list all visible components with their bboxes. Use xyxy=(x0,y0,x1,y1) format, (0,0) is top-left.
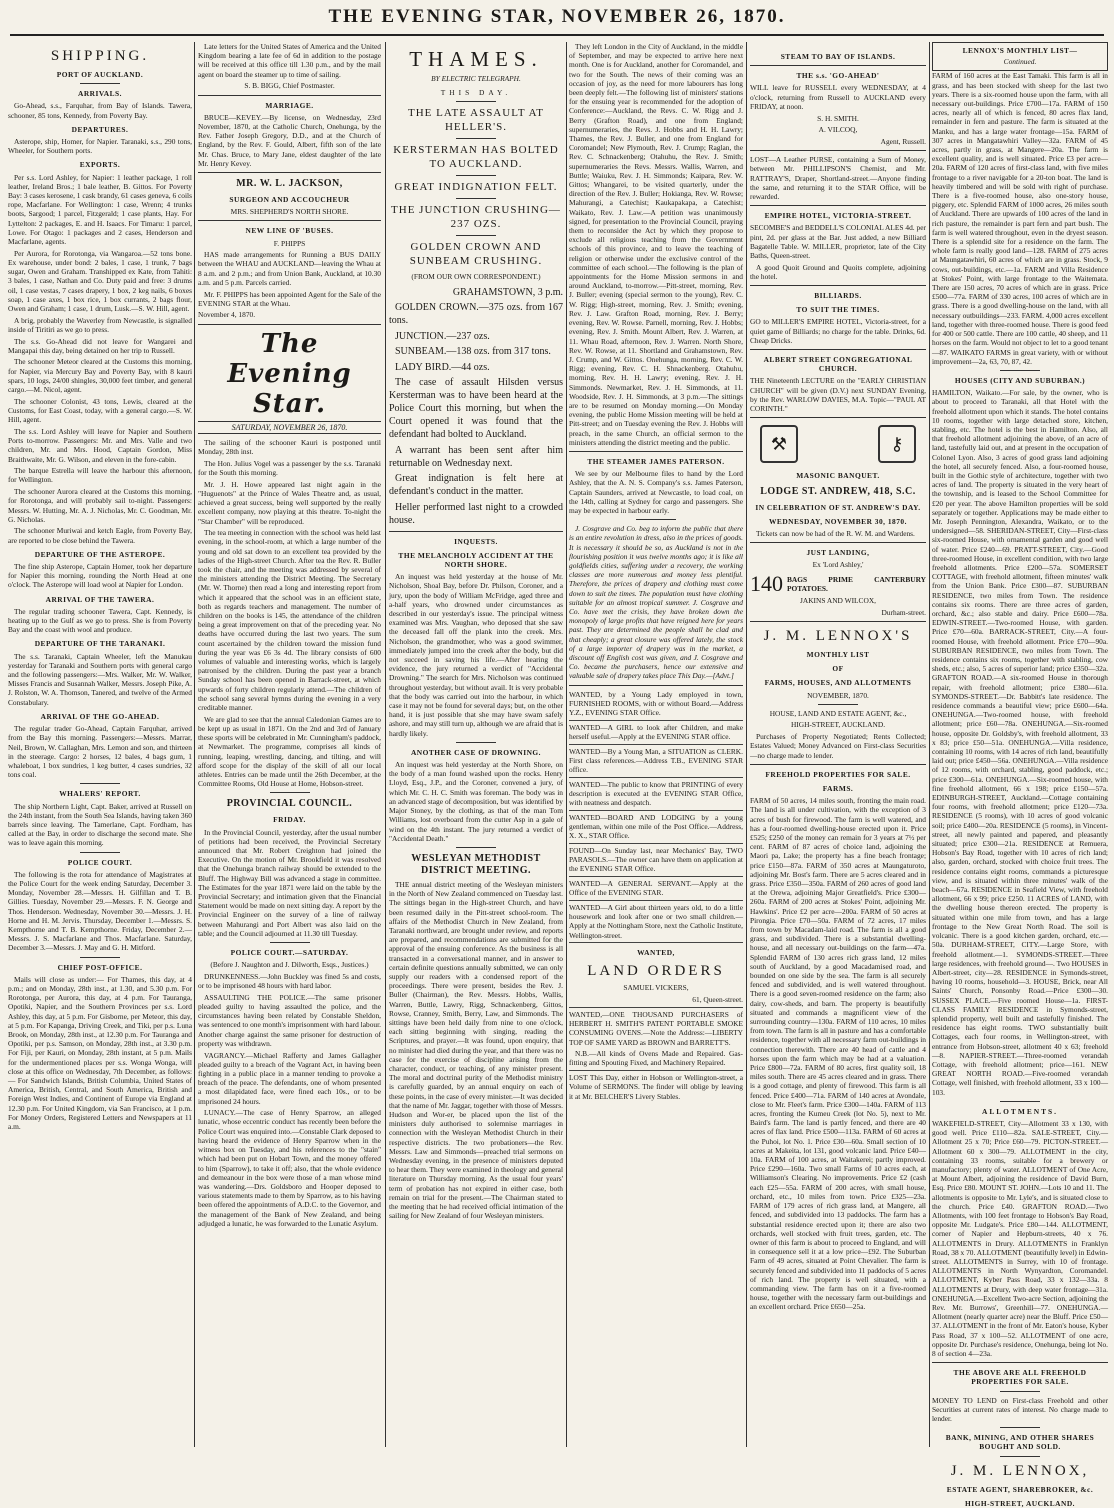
advertisement: MONEY TO LEND on First-class Freehold and other Securities at current rates of interest. No charge made to lender. xyxy=(932,1395,1108,1424)
divider xyxy=(569,843,743,844)
paragraph: A brig, probably the Waverley from Newcastle, is signalled inside of Tiritiri as we go to press. xyxy=(8,315,192,334)
subheading: ANOTHER CASE OF DROWNING. xyxy=(410,747,542,757)
divider xyxy=(1000,1391,1040,1392)
subheading: THE STEAMER JAMES PATERSON. xyxy=(587,456,725,466)
divider xyxy=(456,235,496,236)
subheading: POLICE COURT.—SATURDAY. xyxy=(230,948,349,958)
paragraph: Mails will close as under:— For Thames, this day, at 4 p.m.; and on Monday, 28th inst., at 1.30, and 5.30 p.m. For Rorotonga, per Aurora, this day, at 4 p.m. For Tauranga, Opotiki, Napier, and the Southern Provinces per s.s. Lord Ashley, this day, at 5 p.m. For Gisborne, per Meteor, this day, at 5 p.m. For Kapanga, Driving Creek, and Tiki, per p.s. Luna Brook, on Monday, 28th inst., at 12.30 p.m. For Tauranga and Opotiki, per p.s. Samson, on Monday, 28th inst., at 3.30 p.m. For Fiji, per Kauri, on Monday, 28th instant, at 5 p.m. Mails for the undermentioned places per s.s. Wonga Wonga, will close at this office on Wednesday, 7th December, as follows:— For Sandwich Islands, British Columbia, United States of America, British, Central, and South America, British and Foreign West Indies, and Continent of Europe via England at 12.30 p.m. For United Kingdom, via San Francisco, at 1 p.m. For Money Orders, Registered Letters and Newspapers at 11 a.m. xyxy=(8,974,192,1132)
section-title: SHIPPING. xyxy=(50,48,150,64)
ad-heading: LAND ORDERS xyxy=(587,963,725,980)
ad-heading: NEW LINE OF 'BUSES. xyxy=(245,226,334,236)
paragraph: LUNACY.—The case of Henry Sparrow, an alleged lunatic, whose eccentric conduct has recently been before the Police Court was enquired into.—Constable Clark deposed to having heard the evidence of Henry Sparrow when in the witness box on Tuesday, and his references to the "stain" which had been put on Hobart Town, and the money offered to him (Sparrow), to take it off; also, that the whole evidence and demeanour in the box were those of a man whose mind was wandering.—Drs. Goldsboro and Hooper deposed to various statements made to them by Sparrow, as to his having been offered the appointments of A.D.C. to the Governor, and the management of the Bank of New Zealand, and being adjudged a lunatic, he was forwarded to the Lunatic Asylum. xyxy=(198,1108,381,1228)
divider xyxy=(569,900,743,901)
paragraph: In the Provincial Council, yesterday, after the usual number of petitions had been received, the Provincial Secretary announced that Mr. Robert Creighton had joined the Executive. On the motion of Mr. Brookfield it was resolved that the Onehunga branch railway should be extended to the Bluff. The Highway Bill was advanced a stage in committee. The Estimates for the year 1871 were laid on the table by the Provincial Secretary; and intimation given that the Financial Statement would be made on next sitting day. A report by the Provincial Engineer on the survey of a line of railway between Mahurangi and Port Albert was also laid on the table; and the Council adjourned at 11.30 till Tuesday. xyxy=(198,827,381,938)
column-divider xyxy=(746,42,747,1447)
ad-heading: STEAM TO BAY OF ISLANDS. xyxy=(780,52,896,61)
divider xyxy=(198,324,381,325)
divider xyxy=(569,720,743,721)
divider xyxy=(270,942,310,943)
divider xyxy=(569,744,743,745)
crossed-keys-icon: ⚷ xyxy=(878,425,916,463)
ad-subheading: Continued. xyxy=(1003,57,1037,67)
ad-subheading: ESTATE AGENT, SHAREBROKER, &c. xyxy=(946,1484,1094,1494)
subheading: BY ELECTRIC TELEGRAPH. xyxy=(431,74,521,83)
paragraph: The regular trader Go-Ahead, Captain Farquhar, arrived from the Bay this morning. Passengers:—Messrs. Marrar, Neil, Brown, W. Callaghan, Mrs. Lemon and son, and thirteen in the steerage. Cargo: 2 horses, 12 bales, 4 bags gum, 1 whaleboat, 1 box sundries, 1 keg butter, 4 cases sundries, 32 tons coal. xyxy=(8,724,192,780)
advertisement: Purchases of Property Negotiated; Rents Collected; Estates Valued; Money Advanced on First-class Securities—no charge made to lender. xyxy=(750,732,926,760)
subheading: FRIDAY. xyxy=(273,815,306,825)
paragraph: We are glad to see that the annual Caledonian Games are to be kept up as usual in 1871. On the 2nd and 3rd of January these sports will be celebrated in Mr. Cunningham's paddock, at Newmarket. The programme, comprises all kinds of running, leaping, wrestling, dancing, and tilting, and will afford scope for the display of the skill of all our local athletes. Entries can be made until the 26th December, at the Committee Rooms, Old House at Home, Hobson-street. xyxy=(198,714,381,789)
advertisement: WANTED—BOARD AND LODGING by a young gentleman, within one mile of the Post Office.—Address, X. X., STAR Office. xyxy=(569,812,743,841)
paragraph: The ship Northern Light, Capt. Baker, arrived at Russell on the 24th instant, from the South Sea Islands, having taken 360 barrels since leaving. The Tamerlane, Capt. Fordham, has called at the Bay, in order to discharge the second mate. She was to leave again this morning. xyxy=(8,801,192,848)
ad-name: F. PHIPPS xyxy=(273,238,306,248)
subheading: PORT OF AUCKLAND. xyxy=(56,70,144,79)
advertisement: WANTED, by a Young Lady employed in town, FURNISHED ROOMS, with or without Board.—Address Y.Z., EVENING STAR Office. xyxy=(569,689,743,718)
divider xyxy=(750,150,926,151)
paragraph: BRUCE—KEVEY.—By license, on Wednesday, 23rd November, 1870, at the Catholic Church, Onehunga, by the Rev. Father Joseph Gregory, D.D., and at the Church of England, by the Rev. F. Gould, Albert, fifth son of the late Mr. Chas. Bruce, to Mary Jane, eldest daughter of the late Mr. Henry Kevey. xyxy=(198,112,381,168)
divider xyxy=(569,451,743,452)
paragraph: An inquest was held yesterday at the North Shore, on the body of a man found washed upon the rocks. Henry Lloyd, Esq., J.P., and the Coroner, convened a jury, of which Mr. C. H. C. Smith was foreman. The body was in an advanced stage of decomposition, but was identified by Major Stoney, by the clothing, as that of the man Tom Williams, lost overboard from the cutter Asp in a gale of wind on the 4th instant. The jury returned a verdict of "Accidental Death." xyxy=(389,760,563,843)
subheading: FREEHOLD PROPERTIES FOR SALE. xyxy=(765,769,911,779)
divider xyxy=(750,542,926,543)
advertisement: SECOMBE'S and BEDDELL'S COLONIAL ALES 4d. per pint, 2d. per glass at the Bar. Just added, a new Billiard Bagatelle Table. W. MILLER, proprietor, late of the City Baths, Queen-street. xyxy=(750,223,926,260)
ad-address: MRS. SHEPHERD'S NORTH SHORE. xyxy=(230,207,349,217)
advertisement: LOST—A Leather PURSE, containing a Sum of Money, between Mr. PHILLIPSON'S Chemist, and Mr. RATTRAY'S, Draper, Shortland-street.—Anyone finding the same, and returning it to the STAR Office, will be rewarded. xyxy=(750,155,926,201)
paragraph: Late letters for the United States of America and the United Kingdom bearing a late fee of 6d in addition to the postage will be received at this office till 1.30 p.m., and by the mail agent on board the steamer up to time of sailing. xyxy=(198,42,381,79)
paragraph: A warrant has been sent after him returnable on Wednesday next. xyxy=(389,444,563,469)
paragraph: The schooner Aurora cleared at the Customs this morning, for Rorotonga, and will probably sail to-night. Passengers: Messrs. W. Hutting, Mr. A. J. Nicholas, Mr. C. Goodman, Mr. G. Nicholas. xyxy=(8,487,192,524)
advertisement: WANTED—A Girl about thirteen years old, to do a little housework and look after one or two small children.—Apply at the Nottingham Store, next the Catholic Institute, Wellington-street. xyxy=(569,902,743,940)
paragraph: The s.s. Go-Ahead did not leave for Wangarei and Mangapai this day, being detained on her trip to Russell. xyxy=(8,336,192,355)
square-compass-icon: ⚒ xyxy=(760,425,798,463)
signature: S. B. BIGG, Chief Postmaster. xyxy=(244,81,335,91)
divider xyxy=(750,349,926,350)
ad-address: HIGH-STREET, AUCKLAND. xyxy=(790,720,886,730)
bag-count: 140 xyxy=(750,571,783,597)
subheading: WHALERS' REPORT. xyxy=(59,789,141,799)
crushing-result: JUNCTION.—237 ozs. xyxy=(395,330,490,342)
dateline: SATURDAY, NOVEMBER 26, 1870. xyxy=(198,421,381,434)
paragraph: The regular trading schooner Tawera, Capt. Kennedy, is heating up to the Gulf as we go to press. She is from Poverty Bay and the coast with wool and produce. xyxy=(8,606,192,635)
divider xyxy=(80,852,120,853)
advertisement: THE Nineteenth LECTURE on the "EARLY CHRISTIAN CHURCH" will be given (D.V.) next SUNDAY Evening, by the Rev. WARLOW DAVIES, M.A. Topic—"PAUL AT CORINTH." xyxy=(750,376,926,414)
ad-heading: JUST LANDING, xyxy=(806,548,870,558)
headline: GREAT INDIGNATION FELT. xyxy=(394,181,558,194)
ad-date: NOVEMBER, 1870. xyxy=(807,690,869,700)
advertisement: WANTED—A GIRL to look after Children, and make herself useful.—Apply at the EVENING STAR office. xyxy=(569,722,743,741)
ad-heading: MASONIC BANQUET. xyxy=(796,471,880,481)
paragraph: Mr. J. H. Howe appeared last night again in the "Huguenots" at the Prince of Wales Theatre and, as usual, achieved a great success, being well supported by the really excellent company, now playing at this theatre. To-night the "Star Chamber" will be reproduced. xyxy=(198,479,381,526)
advertisement: J. Cosgrave and Co. beg to inform the public that there is an entire revolution in dress, also in the prices of goods. It is necessary it should be so, as Auckland is not in the flourishing position it was twelve months ago; it is like all goldfields cities, suffering under a recovery, the working classes are more numerous and money less plentiful. Therefore, the prices of drapery and clothing must come down to suit the times. The population must have clothing suitable for an almost tropical summer. J. Cosgrave and Co. have met the crisis, they have broken down the monopoly of large profits that have reigned here for years past. They are determined the people shall be clad and that cheaply; a great closure was offered lately, the stock of a large importer of drapery was in the market, a discount off English cost was given, and J. Cosgrave and Co. became the purchasers, hence our extensive and valuable sale of drapery takes place This Day.—[Advt.] xyxy=(569,524,743,681)
ad-date: November 4, 1870. xyxy=(198,310,256,320)
divider xyxy=(750,417,926,418)
masthead xyxy=(0,0,1114,38)
divider xyxy=(569,1007,743,1008)
ad-subheading: SURGEON AND ACCOUCHEUR xyxy=(229,194,350,204)
subheading: HOUSES (CITY AND SUBURBAN.) xyxy=(954,375,1086,385)
divider xyxy=(750,621,926,622)
subheading: ARRIVALS. xyxy=(78,89,122,99)
paragraph: Great indignation is felt here at defendant's conduct in the matter. xyxy=(389,473,563,498)
paragraph: The s.s. Lord Ashley will leave for Napier and Southern Ports to-morrow. Passengers: Mr. and Mrs. Valle and two children, Mr. and Mrs. Hood, Captain Gordon, Miss Braithwaite, Mr. G. Wilson, and eleven in the fore-cabin. xyxy=(8,426,192,464)
divider xyxy=(932,1362,1108,1363)
paragraph: Heller performed last night to a crowded house. xyxy=(389,501,563,526)
subheading-note: (Before J. Naughton and J. Dilworth, Esqs., Justices.) xyxy=(210,960,369,970)
crushing-result: GOLDEN CROWN.—375 ozs. from 167 tons. xyxy=(389,302,563,327)
advertisement: GO to MILLER'S EMPIRE HOTEL, Victoria-street, for a quiet game of Billiards; no charge for the table. Drinks, 6d. Cheap Dricks. xyxy=(750,317,926,345)
masonic-emblems xyxy=(750,422,926,466)
masthead-rule xyxy=(10,34,1104,36)
paragraph: The Hon. Julius Vogel was a passenger by the s.s. Taranaki for the South this morning. xyxy=(198,458,381,477)
subheading: PROVINCIAL COUNCIL. xyxy=(226,798,353,810)
ad-heading: BANK, MINING, AND OTHER SHARES BOUGHT AND SOLD. xyxy=(945,1433,1095,1452)
paragraph: DRUNKENNESS.—John Buckley was fined 5s and costs, or to be imprisoned 48 hours with hard labor. xyxy=(198,971,381,991)
divider xyxy=(198,95,381,96)
subheading: CHIEF POST-OFFICE. xyxy=(57,962,143,972)
crushing-result: SUNBEAM.—138 ozs. from 317 tons. xyxy=(395,346,551,358)
ad-heading: BAGS PRIME CANTERBURY POTATOES. xyxy=(787,574,926,594)
paragraph: An inquest was held yesterday at the house of Mr. Nicholson, Shoal Bay, before Dr. Philson, Coroner, and a jury, upon the body of William McFridge, aged three and a-half years, who drowned under circumstances as described in our yesterday's issue. The principal witness examined was Mrs. Vaughan, who deposed that she saw the deceased fall off the plank into the creek. Mrs. Nicholson, the grandmother, who was a good swimmer, immediately jumped into the creek after the body, but did not succeed in saving his life.—After hearing the evidence, the jury returned a verdict of "Accidental Drowning." The search for Mrs. Nicholson was continued throughout yesterday, but without avail. It is very probable that the body was carried out into the harbour, in which case it may not be found for several days; but, on the other hand, it is just possible that she may have swam safely ashore, and may still turn up, although we are afraid that is hardly likely. xyxy=(389,572,563,738)
advertisement: WANTED—A GENERAL SERVANT.—Apply at the Office of the EVENING STAR. xyxy=(569,879,743,898)
advertisement: FOUND—On Sunday last, near Mechanics' Bay, TWO PARASOLS.—The owner can have them on application at the EVENING STAR Office. xyxy=(569,845,743,874)
column-divider xyxy=(566,42,567,1447)
advertisement: WANTED—By a Young Man, a SITUATION as CLERK. First class references.—Address T.B., EVENING STAR office. xyxy=(569,746,743,775)
divider xyxy=(569,876,743,877)
subheading: DEPARTURE OF THE ASTEROPE. xyxy=(34,549,166,559)
paragraph: ASSAULTING THE POLICE.—The same prisoner pleaded guilty to having assaulted the police, and the circumstances having been related by Constable Sheldon, was sentenced to one month's imprisonment with hard labour. Another charge against the same prisoner for destruction of property was withdrawn. xyxy=(198,992,381,1048)
paragraph: The tea meeting in connection with the school was held last evening, in the school-room, at which a large number of the young and old sat down to an excellent tea provided by the ladies of the High-street Church. After tea the Rev. R. Buller took the chair, and the meeting was addressed by several of the ministers attending the District Meeting. The Secretary (Mr. W. Thorne) then read a long and interesting report from which it appeared that the school was in an efficient state, both as regards teachers and management. The number of children on the books is 145, the attendance of the children being a great improvement on that of the preceding year. No deaths have occurred during the last two years. The sum count ascertained by the children toward the mission fund during the year was £6 3s 4d. The library consists of 600 volumes of valuable and interesting works, which is largely patronised by the children. During the past year a branch Sunday school has been opened in Barrack-street, at which upwards of forty children regularly attend.—The children of the school sang several hymns during the evening in a very creditable manner. xyxy=(198,528,381,713)
headline: THE LATE ASSAULT AT HELLER'S. xyxy=(407,107,545,134)
divider xyxy=(569,1070,743,1071)
subheading: INQUESTS. xyxy=(454,536,498,546)
ad-heading: THE s.s. 'GO-AHEAD' xyxy=(796,71,880,81)
ad-heading: J. M. LENNOX'S xyxy=(763,627,913,644)
divider xyxy=(636,519,676,520)
divider xyxy=(80,783,120,784)
divider xyxy=(1000,1427,1040,1428)
crushing-result: LADY BIRD.—44 ozs. xyxy=(395,361,490,373)
ad-heading: WANTED, xyxy=(637,948,675,958)
ad-address: 61, Queen-street. xyxy=(692,995,743,1005)
ad-heading: EMPIRE HOTEL, VICTORIA-STREET. xyxy=(764,211,912,221)
ad-name: A. VILCOQ, xyxy=(818,125,858,135)
ad-address: HIGH-STREET, AUCKLAND. xyxy=(964,1498,1076,1508)
evening-star-title: The Evening Star. xyxy=(227,328,352,419)
listing: FARM of 160 acres at the East Tamaki. This farm is all in grass, and has been stocked with sheep for the last two years. There is a six-roomed house upon the farm, with all necessary out-buildings. Price £700—17a. FARM of 150 acres, nearly all of which is fenced, 80 acres flax land, remainder in fern and pasture. The farm is situated at the Manku, and has a large water frontage—15a. FARM of 307 acres in Mangatawhiri Valley—32a. FARM of 45 acres, partly in grass, at Mangere—20a. The farm is excellent quality, and is well situated. Price £3 per acre—20a. FARM of 120 acres of first-class land, with five miles frontage to a river navigable for a 20-ton boat. The land is heavily timbered and will be sold with right of purchase. There is a five-roomed house, also one-story house, piggery, etc. Splendid FARM of 1000 acres, 26 miles south of Auckland. There are upwards of 100 acres of the land in rich pasture, the remainder is part fern and part bush. The farm is well watered throughout, even in the dryest season. There is a splendid site for a residence on the farm. The whole farm is really good land—128. FARM of 275 acres at Maungatawhiri, 60 acres of which are in grass. Stock, 9 cows, out-buildings, etc.—1a. FARM and Villa Residence at Stokes' Point, with large frontage to the Waitemata. There are 150 acres, 70 acres of which are in grass. Price £500—77a. FARM of 330 acres, 100 acres of which are in grass. There is a good dwelling-house on the land, with all necessary outbuildings—233. FARM. 4,000 acres excellent land, together with three-roomed house. There is good feed for 400 or 500 cattle. There are 100 cattle, 40 sheep, and 11 horses on the farm. Would not object to let to a good tenant—87. WAIKATO FARMS in great variety, with or without improvement—2a, 63, 70, 87, 42. xyxy=(932,71,1108,366)
continued-header xyxy=(932,42,1108,71)
paragraph: Per s.s. Lord Ashley, for Napier: 1 leather package, 1 roll leather, Ireland Bros.; 1 bale leather, B. Gittos. For Poverty Bay: 3 cases kerosene, 1 cask brandy, 61 cases geneva, 6 coils rope, Macfarlane. For Wellington: 1 case, Wrenn; 4 trunks boots, Sargood; 1 parcel, Fitzgerald; 1 case plants, Hay. For Lyttelton: 2 packages, E. and H. Isaacs. For Timaru: 1 parcel, Lowe. For Otago: 1 packages and 2 cases, Henderson and Macfarlane, agents. xyxy=(8,172,192,247)
divider xyxy=(750,205,926,206)
divider xyxy=(569,777,743,778)
paragraph: We see by our Melbourne files to hand by the Lord Ashley, that the A. N. S. Company's s.s. James Paterson, Captain Saunders, arrived at Newcastle, to load coal, on the 14th, calling at Sydney for cargo and passengers. She may be expected in harbour early. xyxy=(569,469,743,515)
section-title: THAMES. xyxy=(409,47,543,71)
paragraph: The sailing of the schooner Kauri is postponed until Monday, 28th inst. xyxy=(198,437,381,457)
paragraph: The barque Estrella will leave the harbour this afternoon, for Wellington. xyxy=(8,466,192,485)
subheading: THIS DAY. xyxy=(440,88,512,98)
correspondent-note: (FROM OUR OWN CORRESPONDENT.) xyxy=(411,272,541,282)
divider xyxy=(1000,1456,1040,1457)
subheading: ALLOTMENTS. xyxy=(981,1106,1058,1116)
ad-heading: IN CELEBRATION OF ST. ANDREW'S DAY. xyxy=(755,502,921,512)
subheading: WESLEYAN METHODIST DISTRICT MEETING. xyxy=(411,852,541,876)
divider xyxy=(389,531,563,532)
divider xyxy=(198,172,381,173)
potatoes-line xyxy=(750,572,926,596)
headline: THE JUNCTION CRUSHING—237 OZS. xyxy=(391,204,561,231)
advertisement: A good Quoit Ground and Quoits complete, adjoining the hotel. xyxy=(750,262,926,281)
ad-name: J. M. LENNOX, xyxy=(950,1462,1090,1479)
subheading: DEPARTURES. xyxy=(71,124,129,134)
ad-address: Agent, Russell. xyxy=(880,136,926,146)
divider xyxy=(270,792,310,793)
column-advertisements xyxy=(750,42,926,1447)
column-divider xyxy=(385,42,386,1447)
advertisement: WANTED—The public to know that PRINTING of every description is executed at the EVENING STAR Office, with neatness and despatch. xyxy=(569,779,743,808)
subheading: ARRIVAL OF THE TAWERA. xyxy=(45,594,155,604)
column-thames xyxy=(389,42,563,1447)
ad-heading: MR. W. L. JACKSON, xyxy=(236,177,343,189)
column-divider xyxy=(194,42,195,1447)
divider xyxy=(1000,370,1040,371)
dateline: GRAHAMSTOWN, 3 p.m. xyxy=(452,286,563,298)
ad-heading: LODGE ST. ANDREW, 418, S.C. xyxy=(760,485,916,497)
ad-name: S. H. SMITH. xyxy=(817,113,859,123)
divider xyxy=(456,198,496,199)
advertisement: LOST This Day, either in Hobson or Wellington-street, a Volume of SERMONS. The finder will oblige by leaving it at Mr. BELCHER'S Livery Stables. xyxy=(569,1073,743,1101)
ad-subheading: HOUSE, LAND AND ESTATE AGENT, &c., xyxy=(769,708,907,718)
ad-heading: FARMS, HOUSES, AND ALLOTMENTS xyxy=(764,678,912,688)
paragraph: Go-Ahead, s.s., Farquhar, from Bay of Islands. Tawera, schooner, 85 tons, Kennedy, from Poverty Bay. xyxy=(8,101,192,120)
ad-subheading: Ex 'Lord Ashley,' xyxy=(812,560,864,570)
paragraph: HAS made arrangements for Running a BUS DAILY between the WHAU and AUCKLAND—leaving the Whau at 8 a.m. and 2 p.m.; and from Union Bank, Auckland, at 10.30 a.m. and 5 p.m. Parcels carried. xyxy=(198,250,381,287)
divider xyxy=(456,175,496,176)
listing: WAKEFIELD-STREET, City—Allotment 33 x 130, with good well. Price £110—82a. SALE-STREET, City.—Allotment 25 x 70; Price £60—79. PICTON-STREET.—Allotment 60 x 300—79. ALLOTMENT in the city, containing 33 rooms, suitable for a brewery or manufactory; plenty of water. ALLOTMENT of One Acre, at Mount Albert, adjoining the residence of David Burn, Esq. Price £80. MOUNT ST. JOHN.—Lots 10 and 11. The allotments is opposite to Mr. Lyle's, and is situated close to the church. Price £40. GRAFTON ROAD.—Two Allotments, with 100 feet frontage to Hobson's Bay Road, opposite Mr. Ludgate's. Price £80—144. ALLOTMENT, corner of Napier and Hepburn-streets, 40 x 76. ALLOTMENTS in Drury. ALLOTMENTS in Franklyn Road, 38 x 70. ALLOTMENT (beautifully level) in Edwin-street. ALLOTMENTS in Surrey, with 10 of frontage. ALLOTMENTS in North Wynyardton, Coromandel. ALLOTMENT, Kyber Pass Road, 33 x 132—33a. 8 ALLOTMENTS at Drury, with deep water frontage—31a. ONEHUNGA.—Excellent Two-acre Section, adjoining the Rev. Mr. Burrows', Greenhill—77. ONEHUNGA.—Allotment (nearly quarter acre) near the Bluff. Price £50—37. ALLOTMENT in the front of Mr. Eaton's house, Kyber Pass Road, 37 x 100—52. ALLOTMENT of one acre, opposite Dr. Purchase's residence, Onehunga, being lot No. 8 of section 4—23a. xyxy=(932,1118,1108,1359)
column-shipping xyxy=(8,42,192,1447)
paragraph: The schooner Meteor cleared at the Customs this morning, for Napier, via Mercury Bay and Poverty Bay, with 8 kauri spars, 10 logs, 24/00 shingles, 30,000 feet timber, and general cargo.—M. Nicol, agent. xyxy=(8,357,192,395)
paragraph: Mr. F. PHIPPS has been appointed Agent for the Sale of the EVENING STAR at the Whau. xyxy=(198,289,381,308)
paragraph: VAGRANCY.—Michael Rafferty and James Gallagher pleaded guilty to a breach of the Vagrant Act, in having been fighting in a public place in a manner tending to provoke a breach of the peace. The defendants, one of whom presented a most dilapidated face, were fined each 10s., or to be imprisoned 24 hours. xyxy=(198,1050,381,1106)
paragraph: The s.s. Taranaki, Captain Wheeler, left the Manukau yesterday for Taranaki and Southern ports with general cargo and the following passengers:—Mrs. Walker, Mr. W. Walker, Misses Francis and Susannah Walker, Messrs. Joseph Pike, A. J. Rolston, W. A. Thomson, Tanered, and twelve of the Armed Constabulary. xyxy=(8,651,192,707)
paragraph: The fine ship Asterope, Captain Homer, took her departure for Napier this morning, rounding the North Head at one o'clock. The Asterope will load wool at Napier for London. xyxy=(8,562,192,590)
divider xyxy=(818,704,858,705)
divider xyxy=(456,847,496,848)
divider xyxy=(456,742,496,743)
advertisement: Tickets can now be had of the R. W. M. and Wardens. xyxy=(756,528,915,538)
subheading: ARRIVAL OF THE GO-AHEAD. xyxy=(40,711,160,721)
divider xyxy=(1000,1101,1040,1102)
column-divider xyxy=(929,42,930,1447)
paragraph: The case of assault Hilsden versus Kersterman was to have been heard at the Police Court this morning, but when the Court opened it was found that the defendant had bolted to Auckland. xyxy=(389,377,563,441)
divider xyxy=(456,138,496,139)
column-lennox-list xyxy=(932,42,1108,1508)
paragraph: They left London in the City of Auckland, in the middle of September, and may be expected to arrive here next month. One is for Auckland, another for Coromandel, and two for the South. The news of their coming was an occasion of joy, as the need for more labourers has long been deeply felt.—The following list of ministers' stations for the ensuing year is recommended for the adoption of Conference:—Auckland, the Revs. C. W. Rigg and J. Berry (Grafton Road), and one from England; supernumeraries, the Revs. J. Hobbs and H. H. Lawry; Thames, the Rev. J. Buller, and one from England for Coromandel; New Plymouth, Rev. J. Crump; Raglan, the Rev. C. Schnackenberg; Otahuhu, the Rev. J. Smith; supernumeraries the Revs. Messrs. Wallis, Warren, and Buttle; Waiuku, Rev. J. H. Simmonds; Kaipara, Rev. W. Gittos; Whangarei, to be visited quarterly, under the direction of the Rev. J. Buller; Hokianga, Rev. W. Rowse; Mahurangi, a Catechist; Kaukapakapa, a Catechist; Waikato, Rev. J. Law.—A petition was unanimously signed, for presentation to the Provincial Council, praying them to reconsider the Act by which they propose to exclude all religious teaching from the Government schools of this province, and to leave the teaching of religion or otherwise under the exclusive control of the committee of each school.—The following is the plan of appointments for the Home Mission sermons in and around Auckland, to-morrow.—Pitt-street, morning, Rev. J. Buller; evening (special sermon to the young), Rev. C. W. Rigg; High-street, morning, Rev. J. Smith; evening, Rev. J. Law. Grafton Road, morning, Rev. J. Berry; evening, Rev. W. Rowse. Parnell, morning, Rev. J. Hobbs; evening, Rev. J. Smith. Mount Albert, Rev. J. Warren, at 11. Whau Road, afternoon, Rev. J. Warren. North Shore, Rev. W. Rowse, at 11. Shortland and Grahamstown, Rev. J. Crump, and W. Gittos. Onehunga, morning, Rev. C. W. Rigg; evening, Rev. C. H. Shnackenberg. Otahuhu, morning, Rev. H. H. Lawry; evening, Rev. J. H. Simmonds. Newmarket, Rev. J. H. Simmonds, at 11. Woodside, Rev. J. H. Simmonds, at 3 p.m.—The sittings are to be resumed on Monday morning.—On Monday evening, the public Home Mission meeting will be held at Pitt-street; and on Tuesday evening the Rev. J. Hobbs will preach, in the same Church, an official sermon to the ministers attending the district meeting and the public. xyxy=(569,42,743,447)
paragraph: The schooner Muriwai and ketch Eagle, from Poverty Bay, are reported to be close behind the Tawera. xyxy=(8,526,192,545)
ad-name: JAKINS AND WILCOX, xyxy=(799,596,877,606)
subheading: MARRIAGE. xyxy=(265,100,314,110)
subheading: DEPARTURE OF THE TARANAKI. xyxy=(34,639,166,649)
divider xyxy=(80,83,120,84)
divider xyxy=(569,942,743,943)
ad-heading: MONTHLY LIST xyxy=(806,649,870,659)
paragraph: The schooner Colonist, 43 tons, Lewis, cleared at the Customs, for East Coast, today, with a general cargo.—S. W. Hill, agent. xyxy=(8,396,192,425)
divider xyxy=(198,220,381,221)
divider xyxy=(569,685,743,686)
paragraph: THE annual district meeting of the Wesleyan ministers in the North of New Zealand commenced on Tuesday last. The sittings began in the High-street Church, and have been resumed daily in the Pitt-street school-room. The affairs of the Methodist Church in New Zealand, from Taranaki northward, are brought under review, and reports are prepared, and recommendations are submitted for the approval of the ensuing conference. As the business is all transacted in a conversational manner, and in answer to certain definite questions annually submitted, we can only supply our readers with a condensed report of the proceedings. There were present, besides the Rev. J. Buller (Chairman), the Rev. Messrs. Hobbs, Wallis, Warren, Buttle, Lawry, Rigg, Schnackenberg, Gittos, Rowse, Cranney, Smith, Berry, Law, and Simmonds. The sittings have been held daily from nine to one o'clock, each sitting beginning with singing, reading the Scriptures, and prayer.—It was found, upon enquiry, that no minister had died during the year, and that there was no case for the exercise of discipline arising from the character, conduct, or teaching, of any minister present. The moral and doctrinal purity of the Methodist ministry is carefully guarded, by an annual enquiry on each of these points, in the case of every minister.—It was decided that the name of Mr. Jaggar, together with those of Messrs. Hudson and Wor-er, be placed upon the list of the ministers duly authorised to solemnise marriages in connection with the Wesleyan Methodist Church in their respective districts. The two probationers—the Rev. Messrs. Law and Simmonds—preached trial sermons on Wednesday evening, in the presence of ministers deputed to hear them. They were examined in theology and general literature on Thursday morning. As the usual four years' term of probation has not expired in either case, both remain on trial for the present.—The Chairman stated to the meeting that he had received official intimation of the sailing for New Zealand of four Wesleyan ministers. xyxy=(389,879,563,1221)
column-news-ads xyxy=(569,42,743,1447)
ad-date: WEDNESDAY, NOVEMBER 30, 1870. xyxy=(769,516,907,526)
listing: HAMILTON, Waikato.—For sale, by the owner, who is about to proceed to Taranaki, all that Hotel with the freehold allotment upon which it stands. The hotel contains 10 rooms, together with large detached store, kitchen, stabling, etc. The hotel is the best in Hamilton. Also, all that freehold allotment adjoining the above, of an acre of land, tastefully laid out, and at present in the occupation of Colonel Lyon. Also, 3 acres of good grass land adjoining the hotel, all securely fenced. Also, a four-roomed house, built in the Gothic style of architecture, together with two acres of land. The property is situated in the very heart of the township, and is leased to the School Committee for £20 per year. The above Hamilton properties will be sold separately or together. Applications may be made either to Mr. Joseph Pennington, Alexandra, Waikato, or to the undersigned—58. SHERIDAN-STREET, City—First-class six-roomed House, with ornamental garden and good well of water. Price £240—69. PRATT-STREET, City.—Good three-roomed House, in excellent condition, with two large freehold allotments. Price £200—57a. SOMERSET COTTAGE, with freehold allotment, fifteen minutes' walk from the Union Bank. Price £300—87. SUBURBAN RESIDENCE, two miles from Town. The residence contains six rooms. There are three acres of garden, orchard, &c.; also stable and dairy. Price £600—78a. EDWIN-STREET.—Two-roomed House, with garden. Price £70—60a. BARRACK-STREET, City.—A four-roomed House, with freehold allotment. Price £70—90a. SUBURBAN RESIDENCE, two miles from Town. The residence contains six rooms, together with stabling, cow sheds, etc.; also, 5 acres of superior land; price £350—32a. GRAFTON ROAD.—A six-roomed House in thorough repair, with freehold allotment; price £380—61a. SYMONDS-STREET.—Dr. Babbitt's late residence. The residence commands a beautiful view; price £600—64a. ONEHUNGA.—Two-roomed house, with freehold allotment; price £60—78a. ONEHUNGA.—Six-roomed house, opposite Dr. Goldsby's, with freehold allotment, 33 x 83; price £50—51a. ONEHUNGA.—Villa residence, containing 10 rooms, with 14 acres of rich land, beautifully laid out; price £450—56a. ONEHUNGA.—Villa residence of 12 rooms, with orchard, stabling, good paddock, etc.; price £300—61a. ONEHUNGA.—Six-roomed house, with fine freehold allotment, 66 x 198; price £150—57a. EDINBURGH-STREET, Auckland.—Cottage containing four rooms, with freehold allotment; price £120—73a. RESIDENCE (5 rooms), with 10 acres of good volcanic soil; price £400—20a. RESIDENCE (5 rooms), in Vincent-street, all newly painted and papered, and pleasantly situated; price £300—21a. RESIDENCE at Remuera, Hobson's Bay Road, together with 10 acres of rich land; also, garden, orchard, stocked with choice fruit trees. The residence contains eight rooms, commands a picturesque view, and is situated within three minutes' walk of the beach—67a. RESIDENCE in Seafield View, with freehold allotment, 66 x 99; price £250. 11 ACRES of LAND, with the dwelling house thereon erected. The property is situated within one mile from town, and has a large frontage to the New Great North Road. The soil is volcanic. There is a good kitchen garden, orchard, etc.—50a. DURHAM-STREET, CITY.—Large Store, with freehold allotment.—1. SYMONDS-STREET.—Three large residences, with freehold ground—. Two HOUSES in Albert-street, city—28. RESIDENCE in Symonds-street, having 10 rooms, household—3. HOUSE, Brick, near All Saints' Church, Ponsonby Road.—Price £300—30. SUSSEX PLACE.—Five roomed House—1a. FIRST-CLASS FAMILY RESIDENCE in Symonds-street, splendid property, well built and tastefully finished. The residence has eight rooms. TWO substantially built Cottages, each four rooms, in Wellington-street, with entrance from Hobson-street, allotment 40 x 63; freehold—8. NAPIER-STREET.—Three-roomed verandah Cottage, with freehold allotment; price—161. NEW GREAT NORTH ROAD.—Five-roomed verandah Cottage, well finished, with freehold allotment, 33 x 100—103. xyxy=(932,388,1108,1097)
column-local xyxy=(198,42,381,1447)
subheading: FARMS. xyxy=(822,783,854,793)
divider xyxy=(750,764,926,765)
advertisement: WILL leave for RUSSELL every WEDNESDAY, at 4 o'clock, returning from Russell to AUCKLAND every FRIDAY, at noon. xyxy=(750,83,926,111)
ad-name: SAMUEL VICKERS, xyxy=(623,983,689,993)
divider xyxy=(456,101,496,102)
divider xyxy=(750,65,926,66)
advertisement: N.B.—All kinds of Ovens Made and Repaired. Gas-fitting and Spouting Fixed, and Machinery Repaired. xyxy=(569,1049,743,1068)
ad-heading: BILLIARDS. xyxy=(814,291,862,301)
ad-address: Durham-street. xyxy=(881,607,926,617)
ad-heading: LENNOX'S MONTHLY LIST— xyxy=(962,46,1078,55)
listing: FARM of 50 acres, 14 miles south, fronting the main road. The land is all under cultivation, with the exception of 3 acres of bush for firewood. The farm is well watered, and has a four-roomed dwelling-house erected upon it. Price £525; £250 of the money can remain for 3 years at 7½ per cent. FARM of 87 acres of choice land, adjoining the Maori pa, Lake; the property has a fine beach frontage; price £150—87a. FARM of 350 acres at Maungaturoto, adjoining Mr. Bost's farm. There are 5 acres cleared and in grass. Price £350—350a. FARM of 260 acres of good land at the Orewa, adjoining Major Greatfield's. Price £300—260a. FARM of 200 acres at Stokes' Point, adjoining Mr. Hawkins'. Price £2 per acre—200a. FARM of 50 acres at Pirongia. Price £70—50a. FARM of 72 acres, 17 miles from town by Macadam-laid road. The farm is all a good grass, and subdivided. There is a substantial dwelling-house, and all necessary out-buildings on the farm—47a. Splendid FARM of 130 acres rich grass land, 12 miles south of Auckland, by a good Macadamised road, and bounded on one side by the sea. The farm is all securely fenced and subdivided, and is well watered throughout. There is a good seven-roomed residence on the farm; also dairy, cow-sheds, and barn. The property is beautifully situated and commands a magnificent view of the surrounding country—130a. FARM of 110 acres, 10 miles from town. The farm is all in pasture and has a comfortable residence, together with all necessary farm out-buildings in connection therewith. There are 40 head of cattle and 4 horses upon the farm which may be had at a valuation. Price £800—72a. FARM of 80 acres, first quality soil, 18 miles south. There are 45 acres cleared and in grass. There is a good cottage, and plenty of firewood. This farm is all fenced. Price £400—71a. FARM of 140 acres at Avondale, close to Mr. Fleet's farm. Price £300—140a. FARM of 113 acres, fronting the Kumeu Creek (lot No. 5), next to Mr. Baird's farm. The land is partly fenced, and there are 40 acres of flax land. Price £500—113a. FARM of 60 acres at the Puhoi, lot No. 1. Price £30—60a. Small section of 10 acres at Makeita, lot 131, good volcanic land. Price £40—10a. FARM of 100 acres, at Waitakerei; partly improved. Price £290—160a. Two small Farms of 10 acres each, at Williamson's Clearing. No improvements. Price £2 (cash each £25—55a. FARM of 200 acres, with small house, orchard, etc., 10 miles from town. Price £325—23a. FARM of 179 acres of rich grass land, at Mangere, all fenced, and subdivided into 13 paddocks. The farm has a substantial residence erected upon it; there are also two orchards, well stocked with fruit trees, garden, etc. The owner of this farm is about to proceed to England, and will in consequence sell it at a low price—£92. The Suburban Farm of 49 acres, situated at Point Chevalier. The farm is securely fenced and subdivided into 11 paddocks of 5 acres of rich land. The property is well situated, with a commanding view. The farm has on it a five-roomed house, together with the necessary farm out-buildings and an excellent orchard. Price £650—25a. xyxy=(750,796,926,1312)
headline: GOLDEN CROWN AND SUNBEAM CRUSHING. xyxy=(409,241,543,268)
headline: KERSTERMAN HAS BOLTED TO AUCKLAND. xyxy=(393,144,559,171)
paragraph: The following is the rota for attendance of Magistrates at the Police Court for the week ending Saturday, December 3. Monday, November 28.—Messrs. H. Gilfillan and T. B. Gillies. Tuesday, November 29.—Messrs. F. N. George and Thos. Henderson. Wednesday, November 30.—Messrs. J. H. Horne and H. M. Jervis. Thursday, December 1.—Messrs. S. Kempthorne and T. B. Kempthorne. Friday, December 2.—Messrs. J. S. Macfarlane and Thos. Macfarlane. Saturday, December 3.—Messrs. J. May and G. H. Mitford. xyxy=(8,869,192,953)
advertisement: WANTED,—ONE THOUSAND PURCHASERS of HERBERT H. SMITH'S PATENT PORTABLE SMOKE CONSUMING OVENS.—Note the Address:—LIBERTY TOP OF SAME YARD as BROWN and BARRETT'S. xyxy=(569,1009,743,1047)
paragraph: Asterope, ship, Homer, for Napier. Taranaki, s.s., 290 tons, Wheeler, for Southern ports. xyxy=(8,137,192,156)
divider xyxy=(80,957,120,958)
divider xyxy=(750,285,926,286)
ad-heading: THE ABOVE ARE ALL FREEHOLD PROPERTIES FOR SALE. xyxy=(953,1368,1087,1387)
paragraph: Per Aurora, for Rorotonga, via Wangaroa.—52 tons bone. Ex warehouse, under bond: 2 bales, 1 case, 1 trunk, 7 bags sugar, Owen and Graham. Transhipped ex Kate, from Tahiti: 3 bales, 1 case, Nathan and Co. Duty paid and free: 3 drums oil, 1 case vestas, 7 cases drapery, 1 box, 2 keg nails, 6 boxes soap, 1 case axes, 1 box rice, 1 box currants, 2 bags flour, Owen and Graham; 1 case, 1 drum, Lusk.—S. W. Hill, agent. xyxy=(8,248,192,313)
subheading: POLICE COURT. xyxy=(67,857,133,867)
subheading: EXPORTS. xyxy=(79,160,121,170)
subheading: THE MELANCHOLY ACCIDENT AT THE NORTH SHORE. xyxy=(398,550,554,570)
newspaper-title: THE EVENING STAR, NOVEMBER 26, 1870. xyxy=(328,6,786,27)
ad-heading: ALBERT STREET CONGREGATIONAL CHURCH. xyxy=(763,355,913,374)
divider xyxy=(569,810,743,811)
ad-heading: TO SUIT THE TIMES. xyxy=(796,305,880,315)
ad-heading: OF xyxy=(832,664,844,674)
